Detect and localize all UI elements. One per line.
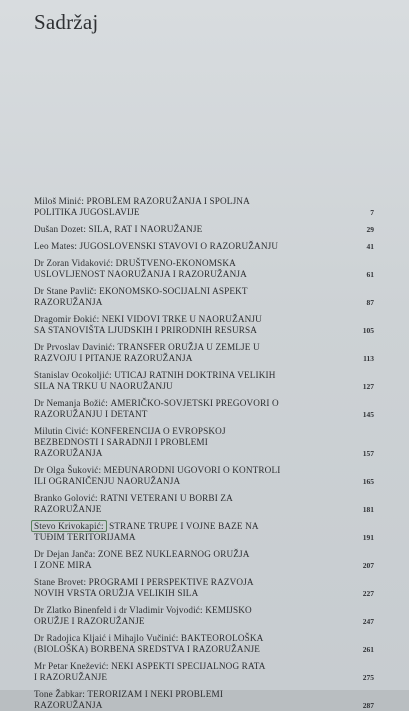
toc-page-number: 61 xyxy=(366,270,374,279)
toc-entry-line xyxy=(34,297,374,308)
toc-page-number: 29 xyxy=(366,225,374,234)
toc-entry-line xyxy=(34,353,374,364)
toc-entry-line xyxy=(34,448,374,459)
toc-topic: EKONOMSKO-SOCIJALNI ASPEKT xyxy=(99,286,248,296)
toc-topic: NEKI VIDOVI TRKE U NAORUŽANJU xyxy=(101,314,262,324)
toc-entry-line xyxy=(34,504,374,515)
toc-topic: BAKTEOROLOŠKA xyxy=(180,633,264,643)
toc-topic: PROBLEM RAZORUŽANJA I SPOLJNA xyxy=(86,196,250,206)
toc-entry xyxy=(34,605,374,627)
toc-author: Branko Golović: xyxy=(34,493,98,503)
table-of-contents xyxy=(34,196,374,711)
toc-page-number: 261 xyxy=(362,645,374,654)
toc-author: Milutin Civić: xyxy=(34,426,89,436)
toc-author: Dr Zoran Vidaković: xyxy=(34,258,114,268)
toc-entry xyxy=(34,196,374,218)
toc-entry-line xyxy=(34,437,374,448)
toc-entry-line xyxy=(34,661,374,672)
toc-entry xyxy=(34,465,374,487)
toc-entry xyxy=(34,689,374,711)
toc-author: Dr Zlatko Binenfeld i dr Vladimir Vojvodić: xyxy=(34,605,203,615)
toc-author: Dr Stane Pavlič: xyxy=(34,286,97,296)
toc-topic: MEĐUNARODNI UGOVORI O KONTROLI xyxy=(103,465,281,475)
toc-page-number: 145 xyxy=(362,410,374,419)
toc-entry xyxy=(34,342,374,364)
toc-topic: ZONE BEZ NUKLEARNOG ORUŽJA xyxy=(97,549,250,559)
toc-entry-line xyxy=(34,493,374,504)
toc-topic: NEKI ASPEKTI SPECIJALNOG RATA xyxy=(111,661,266,671)
toc-entry-line xyxy=(34,314,374,325)
toc-entry-line xyxy=(34,241,374,252)
toc-topic: I RAZORUŽANJE xyxy=(34,672,108,682)
toc-page-number: 127 xyxy=(362,382,374,391)
toc-author: Dr Nemanja Božić: xyxy=(34,398,108,408)
toc-entry-line xyxy=(34,689,374,700)
toc-topic: ILI OGRANIČENJU NAORUŽANJA xyxy=(34,476,181,486)
toc-entry-line xyxy=(34,560,374,571)
toc-entry-line xyxy=(34,476,374,487)
toc-entry-line xyxy=(34,286,374,297)
toc-topic: SA STANOVIŠTA LJUDSKIH I PRIRODNIH RESURSA xyxy=(34,325,258,335)
toc-entry-line xyxy=(34,325,374,336)
toc-author: Leo Mates: xyxy=(34,241,78,251)
toc-author: Dr Dejan Janča: xyxy=(34,549,96,559)
toc-entry xyxy=(34,398,374,420)
toc-entry xyxy=(34,241,374,252)
toc-page-number: 7 xyxy=(370,208,374,217)
toc-entry-line xyxy=(34,258,374,269)
toc-entry xyxy=(34,426,374,459)
toc-entry-line xyxy=(34,196,374,207)
toc-page-number: 181 xyxy=(362,505,374,514)
toc-entry-line xyxy=(34,521,374,532)
toc-entry-line xyxy=(34,465,374,476)
toc-page-number: 87 xyxy=(366,298,374,307)
toc-topic: RAZORUŽANJA xyxy=(34,297,103,307)
toc-entry-line xyxy=(34,207,374,218)
toc-topic: STRANE TRUPE I VOJNE BAZE NA xyxy=(109,521,259,531)
toc-topic: BEZBEDNOSTI I SARADNJI I PROBLEMI xyxy=(34,437,208,447)
toc-entry xyxy=(34,549,374,571)
toc-author: Stevo Krivokapić: xyxy=(31,520,107,532)
toc-topic: USLOVLJENOST NAORUŽANJA I RAZORUŽANJA xyxy=(34,269,247,279)
toc-topic: (BIOLOŠKA) BORBENA SREDSTVA I RAZORUŽANJE xyxy=(34,644,260,654)
toc-author: Dragomir Đokić: xyxy=(34,314,100,324)
toc-author: Dr Radojica Kljaić i Mihajlo Vučinić: xyxy=(34,633,179,643)
toc-entry xyxy=(34,493,374,515)
toc-entry-line xyxy=(34,381,374,392)
toc-page-number: 157 xyxy=(362,449,374,458)
toc-page-number: 113 xyxy=(363,354,374,363)
toc-entry xyxy=(34,661,374,683)
toc-entry-line xyxy=(34,605,374,616)
toc-topic: TUĐIM TERITORIJAMA xyxy=(34,532,136,542)
page-title: Sadržaj xyxy=(34,10,99,34)
toc-topic: RAZORUŽANJA xyxy=(34,448,103,458)
toc-entry-line xyxy=(34,588,374,599)
toc-author: Dr Prvoslav Davinić: xyxy=(34,342,116,352)
toc-author: Stane Brovet: xyxy=(34,577,87,587)
toc-entry xyxy=(34,577,374,599)
toc-author: Stanislav Ocokoljić: xyxy=(34,370,112,380)
toc-entry xyxy=(34,286,374,308)
toc-page-number: 165 xyxy=(362,477,374,486)
toc-entry xyxy=(34,258,374,280)
toc-topic: SILA, RAT I NAORUŽANJE xyxy=(88,224,203,234)
toc-entry-line xyxy=(34,532,374,543)
toc-topic: AMERIČKO-SOVJETSKI PREGOVORI O xyxy=(110,398,279,408)
toc-topic: PROGRAMI I PERSPEKTIVE RAZVOJA xyxy=(88,577,254,587)
toc-entry xyxy=(34,224,374,235)
toc-entry-line xyxy=(34,644,374,655)
toc-entry-line xyxy=(34,633,374,644)
toc-entry xyxy=(34,370,374,392)
toc-entry-line xyxy=(34,342,374,353)
toc-topic: ORUŽJE I RAZORUŽANJE xyxy=(34,616,145,626)
toc-entry-line xyxy=(34,700,374,711)
toc-topic: RATNI VETERANI U BORBI ZA xyxy=(100,493,233,503)
toc-entry-line xyxy=(34,672,374,683)
toc-topic: DRUŠTVENO-EKONOMSKA xyxy=(115,258,236,268)
toc-author: Mr Petar Knežević: xyxy=(34,661,109,671)
toc-topic: RAZORUŽANJA xyxy=(34,700,103,710)
toc-topic: TERORIZAM I NEKI PROBLEMI xyxy=(87,689,224,699)
toc-topic: TRANSFER ORUŽJA U ZEMLJE U xyxy=(117,342,260,352)
toc-entry-line xyxy=(34,269,374,280)
toc-author: Dušan Dozet: xyxy=(34,224,87,234)
toc-topic: KEMIJSKO xyxy=(205,605,252,615)
toc-page-number: 275 xyxy=(362,673,374,682)
toc-topic: I ZONE MIRA xyxy=(34,560,92,570)
toc-topic: RAZVOJU I PITANJE RAZORUŽANJA xyxy=(34,353,193,363)
toc-entry-line xyxy=(34,370,374,381)
toc-topic: UTICAJ RATNIH DOKTRINA VELIKIH xyxy=(114,370,276,380)
toc-page-number: 247 xyxy=(362,617,374,626)
toc-entry-line xyxy=(34,549,374,560)
toc-page-number: 105 xyxy=(362,326,374,335)
toc-page-number: 207 xyxy=(362,561,374,570)
toc-entry-line xyxy=(34,224,374,235)
toc-page-number: 191 xyxy=(362,533,374,542)
toc-topic: RAZORUŽANJU I DETANT xyxy=(34,409,148,419)
toc-entry xyxy=(34,314,374,336)
toc-entry-line xyxy=(34,398,374,409)
toc-entry xyxy=(34,633,374,655)
toc-topic: RAZORUŽANJE xyxy=(34,504,102,514)
toc-entry-line xyxy=(34,426,374,437)
toc-author: Tone Žabkar: xyxy=(34,689,85,699)
toc-topic: KONFERENCIJA O EVROPSKOJ xyxy=(90,426,226,436)
toc-page-number: 287 xyxy=(362,701,374,710)
toc-topic: SILA NA TRKU U NAORUŽANJU xyxy=(34,381,173,391)
toc-entry-line xyxy=(34,616,374,627)
toc-author: Miloš Minić: xyxy=(34,196,85,206)
toc-page-number: 227 xyxy=(362,589,374,598)
toc-entry xyxy=(34,521,374,543)
toc-entry-line xyxy=(34,577,374,588)
toc-author: Dr Olga Šuković: xyxy=(34,465,102,475)
toc-topic: JUGOSLOVENSKI STAVOVI O RAZORUŽANJU xyxy=(79,241,279,251)
toc-entry-line xyxy=(34,409,374,420)
toc-page-number: 41 xyxy=(366,242,374,251)
toc-topic: NOVIH VRSTA ORUŽJA VELIKIH SILA xyxy=(34,588,199,598)
toc-topic: POLITIKA JUGOSLAVIJE xyxy=(34,207,140,217)
